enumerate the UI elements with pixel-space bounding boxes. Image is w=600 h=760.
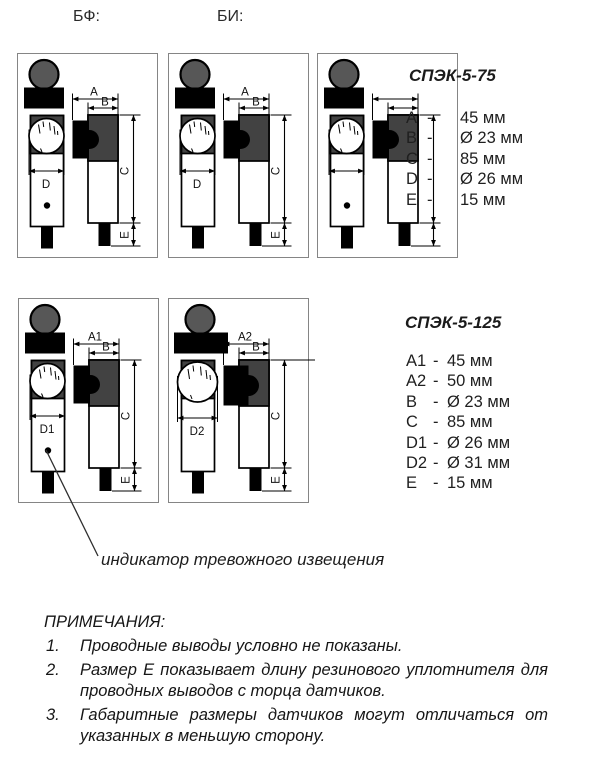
- dim-label-d: D: [41, 179, 51, 191]
- dim-value: 50 мм: [447, 372, 493, 391]
- top-view-ball: [30, 60, 59, 89]
- top-view-base: [324, 88, 364, 109]
- sensor-drawing-bf-75: [18, 54, 157, 257]
- notes-title: ПРИМЕЧАНИЯ:: [44, 613, 166, 631]
- sensor-drawing-bi-125: [169, 299, 308, 502]
- dim-row: A - 45 мм: [406, 109, 506, 127]
- annotation-leader-line: [42, 446, 112, 561]
- dim-label-a: A: [241, 86, 249, 99]
- note-number: 1.: [46, 637, 60, 655]
- sensor-drawing-bi-75: [169, 54, 308, 257]
- variant-label-bf: БФ:: [73, 8, 100, 25]
- dim-key: E: [406, 474, 418, 493]
- dim-row: B - Ø 23 мм: [406, 392, 511, 411]
- dim-row: E - 15 мм: [406, 474, 493, 493]
- dim-value: Ø 26 мм: [447, 433, 511, 452]
- model-title-75: СПЭК-5-75: [409, 66, 496, 85]
- top-view-base: [25, 333, 65, 354]
- dim-row: B - Ø 23 мм: [406, 129, 524, 148]
- side-stub: [399, 223, 411, 246]
- dim-key: A: [406, 109, 418, 127]
- alarm-indicator-dot: [44, 202, 50, 208]
- dim-label-b: B: [101, 96, 109, 109]
- notes-section: [44, 612, 548, 747]
- dim-label-e: E: [120, 476, 133, 484]
- dim-row: D2 - Ø 31 мм: [406, 454, 511, 473]
- top-view-ball: [186, 305, 215, 334]
- dim-value: 85 мм: [447, 413, 493, 432]
- dim-label-b: B: [102, 341, 110, 354]
- dim-row: C - 85 мм: [406, 413, 493, 432]
- dim-value: Ø 26 мм: [460, 170, 524, 189]
- note-number: 2.: [46, 661, 60, 679]
- dim-key: A1: [406, 352, 427, 370]
- note-text: Размер Е показывает длину резинового уплотнителя для проводных выводов с торца датчиков.: [80, 661, 548, 700]
- side-stub: [250, 468, 262, 491]
- front-stub: [41, 227, 53, 249]
- dim-value: 15 мм: [447, 474, 493, 493]
- dim-key: B: [406, 129, 418, 148]
- dim-key: D: [406, 170, 418, 189]
- front-lens: [29, 119, 64, 154]
- dim-label-c: C: [270, 166, 283, 176]
- drawing-box-bf-75: [17, 53, 158, 258]
- dim-label-e: E: [270, 476, 283, 484]
- dim-key: B: [406, 392, 418, 411]
- dim-label-d: D2: [189, 426, 205, 438]
- dim-label-d: D: [192, 179, 202, 191]
- drawing-box-bi-125: [168, 298, 309, 503]
- dim-value: 45 мм: [460, 109, 506, 127]
- alarm-indicator-dot: [344, 202, 350, 208]
- drawing-box-bi-75: [168, 53, 309, 258]
- dim-label-a: A1: [87, 331, 103, 344]
- top-view-ball: [181, 60, 210, 89]
- top-view-base: [24, 88, 64, 109]
- note-text: Проводные выводы условно не показаны.: [80, 637, 403, 655]
- dim-value: 45 мм: [447, 352, 493, 370]
- note-text: Габаритные размеры датчиков могут отличаться от указанных в меньшую сторону.: [80, 706, 548, 745]
- dim-key: D2: [406, 454, 428, 473]
- dim-row: A2 - 50 мм: [406, 372, 493, 391]
- front-lens: [30, 364, 65, 399]
- dim-label-c: C: [119, 166, 132, 176]
- dimension-list-125: [406, 351, 510, 494]
- dim-key: C: [406, 413, 418, 432]
- side-stub: [250, 223, 262, 246]
- dim-row: A1 - 45 мм: [406, 352, 493, 370]
- dim-row: D1 - Ø 26 мм: [406, 433, 511, 452]
- top-view-ball: [31, 305, 60, 334]
- front-stub: [192, 227, 204, 249]
- note-item: [44, 660, 548, 702]
- top-view-ball: [330, 60, 359, 89]
- front-lens: [178, 362, 218, 402]
- front-lens: [180, 119, 215, 154]
- dim-key: D1: [406, 433, 428, 452]
- note-number: 3.: [46, 706, 60, 724]
- dim-row: C - 85 мм: [406, 149, 506, 168]
- note-item: [44, 705, 548, 747]
- dimension-list-75: [406, 108, 523, 210]
- dim-label-e: E: [119, 231, 132, 239]
- dim-value: 15 мм: [460, 190, 506, 209]
- dim-label-a: A: [90, 86, 98, 99]
- dim-value: Ø 31 мм: [447, 454, 511, 473]
- dim-label-b: B: [252, 341, 260, 354]
- front-lens: [329, 119, 364, 154]
- front-stub: [192, 472, 204, 494]
- top-view-base: [174, 333, 228, 354]
- note-item: [44, 636, 548, 657]
- alarm-indicator-label: индикатор тревожного извещения: [101, 550, 385, 569]
- dim-label-b: B: [252, 96, 260, 109]
- dim-value: Ø 23 мм: [447, 392, 511, 411]
- dim-value: 85 мм: [460, 149, 506, 168]
- model-title-125: СПЭК-5-125: [405, 313, 502, 332]
- dim-row: D - Ø 26 мм: [406, 170, 524, 189]
- dim-label-d: D1: [39, 424, 55, 436]
- variant-label-bi: БИ:: [217, 8, 244, 25]
- dim-label-a: A2: [237, 331, 253, 344]
- dim-key: E: [406, 190, 418, 209]
- dim-key: A2: [406, 372, 427, 391]
- side-stub: [99, 223, 111, 246]
- top-view-base: [175, 88, 215, 109]
- dim-label-e: E: [270, 231, 283, 239]
- dim-row: E - 15 мм: [406, 190, 506, 209]
- dim-label-c: C: [120, 411, 133, 421]
- dim-value: Ø 23 мм: [460, 129, 524, 148]
- front-stub: [341, 227, 353, 249]
- dim-label-c: C: [270, 411, 283, 421]
- dim-key: C: [406, 149, 418, 168]
